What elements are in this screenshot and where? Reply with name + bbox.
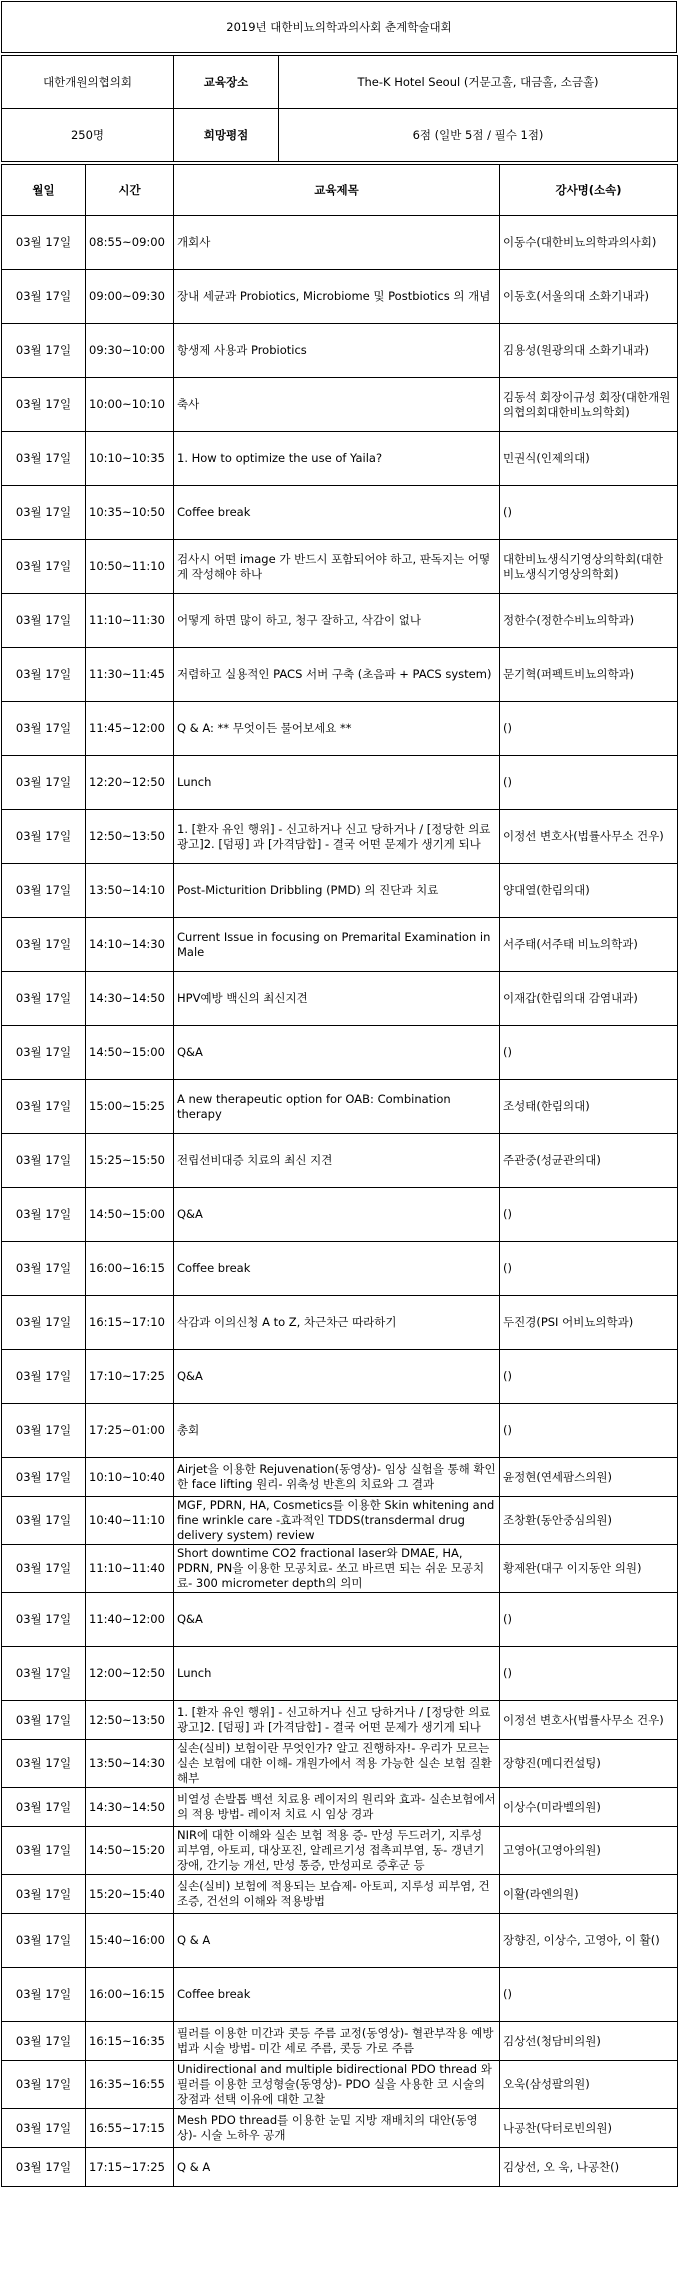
schedule-body (2, 216, 678, 2187)
row-date: 03월 17일 (2, 1875, 86, 1914)
row-date: 03월 17일 (2, 702, 86, 756)
row-lecturer: 조창환(동안중심의원) (500, 1497, 678, 1545)
header-time: 시간 (86, 165, 174, 216)
row-date: 03월 17일 (2, 810, 86, 864)
table-row (2, 1134, 678, 1188)
table-row (2, 594, 678, 648)
row-date: 03월 17일 (2, 918, 86, 972)
row-lecturer: () (500, 702, 678, 756)
table-row (2, 2022, 678, 2061)
row-subject: 필러를 이용한 미간과 콧등 주름 교정(동영상)- 혈관부작용 예방법과 시술 방법- 미간 세로 주름, 콧등 가로 주름 (174, 2022, 500, 2061)
table-row (2, 1080, 678, 1134)
row-time: 14:50~15:20 (86, 1827, 174, 1875)
row-subject: Q&A (174, 1188, 500, 1242)
row-time: 12:20~12:50 (86, 756, 174, 810)
table-row (2, 378, 678, 432)
row-subject: NIR에 대한 이해와 실손 보험 적용 증- 만성 두드러기, 지루성 피부염, 아토피, 대상포진, 알레르기성 접촉피부염, 동- 갱년기 장애, 간기능 개선, 만성 통증, 만성피로 증후군 등 (174, 1827, 500, 1875)
row-date: 03월 17일 (2, 378, 86, 432)
row-time: 16:35~16:55 (86, 2061, 174, 2109)
row-date: 03월 17일 (2, 1080, 86, 1134)
row-date: 03월 17일 (2, 2148, 86, 2187)
table-row (2, 1026, 678, 1080)
table-row (2, 756, 678, 810)
table-row (2, 1242, 678, 1296)
row-subject: MGF, PDRN, HA, Cosmetics를 이용한 Skin whitening and fine wrinkle care -효과적인 TDDS(transdermal drug delivery system) review (174, 1497, 500, 1545)
row-lecturer: 김동석 회장이규성 회장(대한개원의협의회대한비뇨의학회) (500, 378, 678, 432)
row-time: 10:00~10:10 (86, 378, 174, 432)
row-date: 03월 17일 (2, 486, 86, 540)
row-subject: 1. [환자 유인 행위] - 신고하거나 신고 당하거나 / [정당한 의료광고]2. [덤핑] 과 [가격담합] - 결국 어떤 문제가 생기게 되나 (174, 1701, 500, 1740)
table-row (2, 216, 678, 270)
row-time: 17:15~17:25 (86, 2148, 174, 2187)
row-time: 11:10~11:40 (86, 1545, 174, 1593)
row-lecturer: 이정선 변호사(법률사무소 건우) (500, 810, 678, 864)
row-time: 16:00~16:15 (86, 1968, 174, 2022)
row-subject: 항생제 사용과 Probiotics (174, 324, 500, 378)
attendance: 250명 (2, 109, 174, 162)
row-subject: Coffee break (174, 486, 500, 540)
row-time: 09:00~09:30 (86, 270, 174, 324)
row-date: 03월 17일 (2, 2109, 86, 2148)
row-lecturer: () (500, 1647, 678, 1701)
table-row (2, 972, 678, 1026)
row-time: 16:00~16:15 (86, 1242, 174, 1296)
table-row (2, 1827, 678, 1875)
row-date: 03월 17일 (2, 648, 86, 702)
row-date: 03월 17일 (2, 1296, 86, 1350)
row-subject: 실손(실비) 보험이란 무엇인가? 알고 진행하자!- 우리가 모르는 실손 보험에 대한 이해- 개원가에서 적용 가능한 실손 보험 질환 해부 (174, 1740, 500, 1788)
row-time: 10:40~11:10 (86, 1497, 174, 1545)
row-date: 03월 17일 (2, 594, 86, 648)
title-table (1, 1, 677, 53)
row-time: 17:10~17:25 (86, 1350, 174, 1404)
row-subject: Q & A (174, 1914, 500, 1968)
row-lecturer: () (500, 1968, 678, 2022)
row-lecturer: 김용성(원광의대 소화기내과) (500, 324, 678, 378)
row-lecturer: () (500, 1350, 678, 1404)
venue: The-K Hotel Seoul (거문고홀, 대금홀, 소금홀) (279, 56, 678, 109)
row-date: 03월 17일 (2, 1404, 86, 1458)
row-lecturer: 조성태(한림의대) (500, 1080, 678, 1134)
row-subject: 1. How to optimize the use of Yaila? (174, 432, 500, 486)
row-subject: Mesh PDO thread를 이용한 눈밑 지방 재배치의 대안(동영상)- 시술 노하우 공개 (174, 2109, 500, 2148)
row-subject: 축사 (174, 378, 500, 432)
row-time: 12:50~13:50 (86, 810, 174, 864)
table-row (2, 864, 678, 918)
row-time: 14:30~14:50 (86, 1788, 174, 1827)
row-lecturer: 서주태(서주태 비뇨의학과) (500, 918, 678, 972)
row-date: 03월 17일 (2, 1545, 86, 1593)
row-date: 03월 17일 (2, 864, 86, 918)
row-lecturer: 이동호(서울의대 소화기내과) (500, 270, 678, 324)
table-row (2, 918, 678, 972)
row-time: 15:20~15:40 (86, 1875, 174, 1914)
row-time: 14:50~15:00 (86, 1188, 174, 1242)
table-row (2, 1740, 678, 1788)
row-lecturer: 민권식(인제의대) (500, 432, 678, 486)
row-subject: HPV예방 백신의 최신지견 (174, 972, 500, 1026)
row-subject: Current Issue in focusing on Premarital Examination in Male (174, 918, 500, 972)
row-subject: Q & A (174, 2148, 500, 2187)
row-subject: Q&A (174, 1593, 500, 1647)
row-date: 03월 17일 (2, 540, 86, 594)
table-row (2, 432, 678, 486)
table-row (2, 324, 678, 378)
table-row (2, 1914, 678, 1968)
row-subject: 실손(실비) 보험에 적용되는 보습제- 아토피, 지루성 피부염, 건조증, 건선의 이해와 적용방법 (174, 1875, 500, 1914)
row-time: 16:15~17:10 (86, 1296, 174, 1350)
row-time: 11:10~11:30 (86, 594, 174, 648)
row-time: 15:00~15:25 (86, 1080, 174, 1134)
row-subject: Q&A (174, 1026, 500, 1080)
table-row (2, 810, 678, 864)
points-label: 희망평점 (174, 109, 279, 162)
table-row (2, 540, 678, 594)
row-subject: Coffee break (174, 1242, 500, 1296)
row-lecturer: 고영아(고영아의원) (500, 1827, 678, 1875)
header-subject: 교육제목 (174, 165, 500, 216)
row-subject: Lunch (174, 756, 500, 810)
row-subject: 전립선비대증 치료의 최신 지견 (174, 1134, 500, 1188)
row-time: 10:10~10:40 (86, 1458, 174, 1497)
table-row (2, 702, 678, 756)
table-row (2, 1788, 678, 1827)
row-lecturer: 두진경(PSI 어비뇨의학과) (500, 1296, 678, 1350)
table-row (2, 2148, 678, 2187)
row-time: 16:15~16:35 (86, 2022, 174, 2061)
row-time: 16:55~17:15 (86, 2109, 174, 2148)
row-subject: Q&A (174, 1350, 500, 1404)
table-row (2, 1296, 678, 1350)
row-lecturer: 김상선(청담비의원) (500, 2022, 678, 2061)
table-row (2, 1593, 678, 1647)
row-date: 03월 17일 (2, 1593, 86, 1647)
row-time: 14:30~14:50 (86, 972, 174, 1026)
row-date: 03월 17일 (2, 216, 86, 270)
row-lecturer: 김상선, 오 욱, 나공찬() (500, 2148, 678, 2187)
table-row (2, 1875, 678, 1914)
row-subject: Short downtime CO2 fractional laser와 DMAE, HA, PDRN, PN을 이용한 모공치료- 쏘고 바르면 되는 쉬운 모공치료- 300 micrometer depth의 의미 (174, 1545, 500, 1593)
schedule-table (1, 164, 678, 2187)
row-lecturer: 나공찬(닥터로빈의원) (500, 2109, 678, 2148)
row-lecturer: 이정선 변호사(법률사무소 건우) (500, 1701, 678, 1740)
row-date: 03월 17일 (2, 2022, 86, 2061)
table-row (2, 2061, 678, 2109)
row-time: 15:25~15:50 (86, 1134, 174, 1188)
row-time: 12:00~12:50 (86, 1647, 174, 1701)
row-date: 03월 17일 (2, 1701, 86, 1740)
row-date: 03월 17일 (2, 1740, 86, 1788)
row-subject: A new therapeutic option for OAB: Combination therapy (174, 1080, 500, 1134)
header-row (2, 165, 678, 216)
row-time: 10:10~10:35 (86, 432, 174, 486)
row-lecturer: 이상수(미라벨의원) (500, 1788, 678, 1827)
row-subject: Coffee break (174, 1968, 500, 2022)
row-subject: Q & A: ** 무엇이든 물어보세요 ** (174, 702, 500, 756)
row-date: 03월 17일 (2, 1242, 86, 1296)
table-row (2, 1458, 678, 1497)
row-time: 14:10~14:30 (86, 918, 174, 972)
table-row (2, 270, 678, 324)
row-time: 08:55~09:00 (86, 216, 174, 270)
row-date: 03월 17일 (2, 1914, 86, 1968)
table-row (2, 1350, 678, 1404)
row-date: 03월 17일 (2, 972, 86, 1026)
row-lecturer: () (500, 1404, 678, 1458)
row-date: 03월 17일 (2, 1458, 86, 1497)
venue-label: 교육장소 (174, 56, 279, 109)
row-lecturer: 정한수(정한수비뇨의학과) (500, 594, 678, 648)
row-time: 10:50~11:10 (86, 540, 174, 594)
row-time: 09:30~10:00 (86, 324, 174, 378)
table-row (2, 1968, 678, 2022)
table-row (2, 1404, 678, 1458)
row-date: 03월 17일 (2, 1968, 86, 2022)
page (1, 1, 677, 2187)
row-time: 13:50~14:30 (86, 1740, 174, 1788)
organizer: 대한개원의협의회 (2, 56, 174, 109)
row-date: 03월 17일 (2, 756, 86, 810)
row-date: 03월 17일 (2, 1788, 86, 1827)
document-title: 2019년 대한비뇨의학과의사회 춘계학술대회 (2, 2, 677, 53)
row-time: 11:45~12:00 (86, 702, 174, 756)
row-time: 11:30~11:45 (86, 648, 174, 702)
row-date: 03월 17일 (2, 432, 86, 486)
row-lecturer: 이활(라엔의원) (500, 1875, 678, 1914)
row-lecturer: 대한비뇨생식기영상의학회(대한비뇨생식기영상의학회) (500, 540, 678, 594)
table-row (2, 1701, 678, 1740)
row-lecturer: () (500, 1026, 678, 1080)
info-table (1, 55, 678, 162)
row-subject: 어떻게 하면 많이 하고, 청구 잘하고, 삭감이 없나 (174, 594, 500, 648)
row-subject: 1. [환자 유인 행위] - 신고하거나 신고 당하거나 / [정당한 의료광고]2. [덤핑] 과 [가격담합] - 결국 어떤 문제가 생기게 되나 (174, 810, 500, 864)
row-time: 17:25~01:00 (86, 1404, 174, 1458)
table-row (2, 486, 678, 540)
row-subject: Post-Micturition Dribbling (PMD) 의 진단과 치료 (174, 864, 500, 918)
row-time: 10:35~10:50 (86, 486, 174, 540)
row-lecturer: () (500, 1593, 678, 1647)
row-time: 11:40~12:00 (86, 1593, 174, 1647)
row-subject: 저렴하고 실용적인 PACS 서버 구축 (초음파 + PACS system) (174, 648, 500, 702)
row-time: 15:40~16:00 (86, 1914, 174, 1968)
row-date: 03월 17일 (2, 324, 86, 378)
row-lecturer: () (500, 1188, 678, 1242)
row-time: 14:50~15:00 (86, 1026, 174, 1080)
row-date: 03월 17일 (2, 1026, 86, 1080)
row-lecturer: 문기혁(퍼펙트비뇨의학과) (500, 648, 678, 702)
row-date: 03월 17일 (2, 1188, 86, 1242)
row-subject: 삭감과 이의신청 A to Z, 차근차근 따라하기 (174, 1296, 500, 1350)
row-lecturer: 윤정현(연세팜스의원) (500, 1458, 678, 1497)
row-date: 03월 17일 (2, 1350, 86, 1404)
table-row (2, 1647, 678, 1701)
row-subject: 개회사 (174, 216, 500, 270)
row-time: 13:50~14:10 (86, 864, 174, 918)
row-subject: 비열성 손발톱 백선 치료용 레이저의 원리와 효과- 실손보험에서의 적용 방법- 레이저 치료 시 임상 경과 (174, 1788, 500, 1827)
row-lecturer: 장향진, 이상수, 고영아, 이 활() (500, 1914, 678, 1968)
row-lecturer: () (500, 486, 678, 540)
row-subject: Lunch (174, 1647, 500, 1701)
row-date: 03월 17일 (2, 1134, 86, 1188)
row-lecturer: 황제완(대구 이지동안 의원) (500, 1545, 678, 1593)
table-row (2, 1545, 678, 1593)
row-subject: 총회 (174, 1404, 500, 1458)
table-row (2, 2109, 678, 2148)
row-subject: 장내 세균과 Probiotics, Microbiome 및 Postbiotics 의 개념 (174, 270, 500, 324)
table-row (2, 1497, 678, 1545)
header-date: 월일 (2, 165, 86, 216)
row-lecturer: 이동수(대한비뇨의학과의사회) (500, 216, 678, 270)
table-row (2, 648, 678, 702)
row-lecturer: 오욱(삼성팔의원) (500, 2061, 678, 2109)
points: 6점 (일반 5점 / 필수 1점) (279, 109, 678, 162)
table-row (2, 1188, 678, 1242)
row-lecturer: 이재갑(한림의대 감염내과) (500, 972, 678, 1026)
row-date: 03월 17일 (2, 1647, 86, 1701)
row-date: 03월 17일 (2, 2061, 86, 2109)
row-lecturer: 장향진(메디컨설팅) (500, 1740, 678, 1788)
row-date: 03월 17일 (2, 1827, 86, 1875)
row-lecturer: 양대열(한림의대) (500, 864, 678, 918)
row-subject: 검사시 어떤 image 가 반드시 포함되어야 하고, 판독지는 어떻게 작성해야 하나 (174, 540, 500, 594)
row-subject: Airjet을 이용한 Rejuvenation(동영상)- 임상 실험을 통해 확인한 face lifting 원리- 위축성 반흔의 치료와 그 결과 (174, 1458, 500, 1497)
header-lecturer: 강사명(소속) (500, 165, 678, 216)
row-lecturer: 주관중(성균관의대) (500, 1134, 678, 1188)
row-lecturer: () (500, 756, 678, 810)
row-date: 03월 17일 (2, 1497, 86, 1545)
row-date: 03월 17일 (2, 270, 86, 324)
row-lecturer: () (500, 1242, 678, 1296)
row-time: 12:50~13:50 (86, 1701, 174, 1740)
row-subject: Unidirectional and multiple bidirectional PDO thread 와 필러를 이용한 코성형술(동영상)- PDO 실을 사용한 코 시술의 장점과 선택 이유에 대한 고찰 (174, 2061, 500, 2109)
